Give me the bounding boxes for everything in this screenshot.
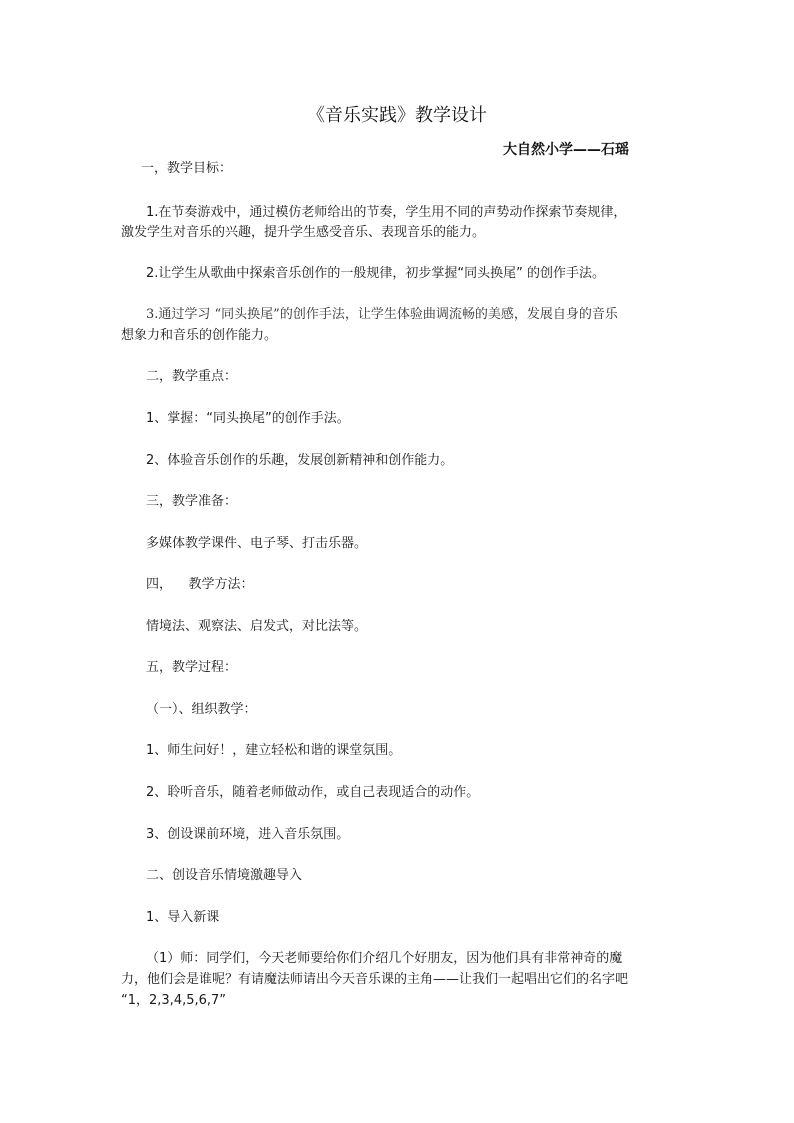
- goal-3-line-1: 3.通过学习 “同头换尾”的创作手法，让学生体验曲调流畅的美感，发展自身的音乐: [146, 307, 618, 322]
- focus-2: 2、体验音乐创作的乐趣，发展创新精神和创作能力。: [146, 453, 454, 468]
- subsection-heading-organize: （一）、组织教学：: [146, 702, 257, 717]
- methods-text: 情境法、观察法、启发式，对比法等。: [146, 619, 368, 634]
- author-line: 大自然小学——石瑶: [503, 142, 629, 158]
- preparation-text: 多媒体教学课件、电子琴、打击乐器。: [146, 536, 368, 551]
- teacher-line-3: “1，2,3,4,5,6,7”: [121, 993, 227, 1008]
- teacher-line-2: 力，他们会是谁呢？有请魔法师请出今天音乐课的主角——让我们一起唱出它们的名字吧: [121, 972, 629, 987]
- goal-2: 2.让学生从歌曲中探索音乐创作的一般规律，初步掌握“同头换尾” 的创作手法。: [146, 266, 606, 281]
- section-heading-goals: 一，教学目标：: [141, 161, 233, 176]
- subsection-heading-intro: 二、创设音乐情境激趣导入: [146, 868, 303, 883]
- goal-3-line-2: 想象力和音乐的创作能力。: [121, 328, 278, 343]
- step-2: 2、聆听音乐，随着老师做动作，或自己表现适合的动作。: [146, 785, 480, 800]
- section-heading-preparation: 三，教学准备：: [146, 494, 238, 509]
- page-title: 《音乐实践》教学设计: [307, 105, 487, 126]
- step-3: 3、创设课前环境，进入音乐氛围。: [146, 827, 350, 842]
- section-heading-methods: 四， 教学方法：: [146, 577, 254, 592]
- step-1: 1、师生问好！，建立轻松和谐的课堂氛围。: [146, 743, 402, 758]
- focus-1: 1、掌握：“同头换尾”的创作手法。: [146, 411, 350, 426]
- intro-heading: 1、导入新课: [146, 910, 220, 925]
- section-heading-process: 五，教学过程：: [146, 660, 238, 675]
- section-heading-focus: 二，教学重点：: [146, 369, 238, 384]
- goal-1-line-1: 1.在节奏游戏中，通过模仿老师给出的节奏，学生用不同的声势动作探索节奏规律，: [146, 205, 627, 220]
- goal-1-line-2: 激发学生对音乐的兴趣，提升学生感受音乐、表现音乐的能力。: [121, 225, 486, 240]
- teacher-line-1: （1）师：同学们，今天老师要给你们介绍几个好朋友，因为他们具有非常神奇的魔: [146, 951, 623, 966]
